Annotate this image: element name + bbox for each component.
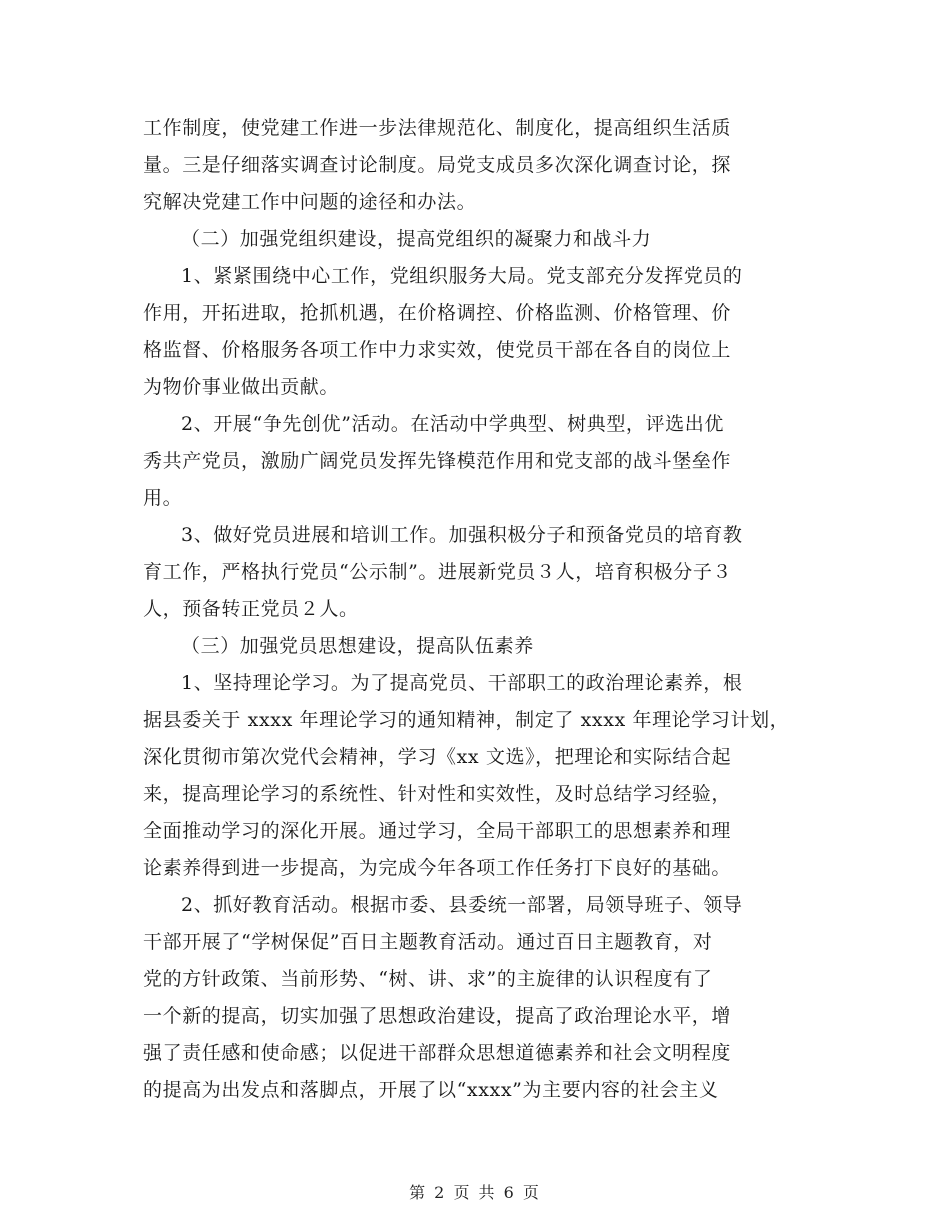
- text-line: 工作制度，使党建工作进一步法律规范化、制度化，提高组织生活质: [143, 117, 732, 139]
- text-line: 究解决党建工作中问题的途径和办法。: [143, 191, 477, 213]
- text-line: 来，提高理论学习的系统性、针对性和实效性，及时总结学习经验，: [143, 783, 732, 805]
- text-line: 作用，开拓进取，抢抓机遇，在价格调控、价格监测、价格管理、价: [143, 302, 732, 324]
- text-line: 论素养得到进一步提高，为完成今年各项工作任务打下良好的基础。: [143, 857, 732, 879]
- page-footer: 第 2 页 共 6 页: [409, 1183, 541, 1202]
- text-line: 党的方针政策、当前形势、“树、讲、求”的主旋律的认识程度有了: [143, 968, 713, 990]
- text-line: 的提高为出发点和落脚点，开展了以“xxxx”为主要内容的社会主义: [143, 1079, 719, 1101]
- text-line: 人，预备转正党员２人。: [143, 598, 359, 620]
- text-line: 用。: [143, 487, 183, 509]
- text-line: 干部开展了“学树保促”百日主题教育活动。通过百日主题教育，对: [143, 931, 713, 953]
- text-line: （二）加强党组织建设，提高党组织的凝聚力和战斗力: [181, 228, 652, 250]
- text-line: 一个新的提高，切实加强了思想政治建设，提高了政治理论水平，增: [143, 1005, 732, 1027]
- text-line: 为物价事业做出贡献。: [143, 376, 340, 398]
- text-line: 育工作，严格执行党员“公示制”。进展新党员３人，培育积极分子３: [143, 561, 733, 583]
- text-line: 1、紧紧围绕中心工作，党组织服务大局。党支部充分发挥党员的: [181, 265, 743, 287]
- text-line: 格监督、价格服务各项工作中力求实效，使党员干部在各自的岗位上: [143, 339, 732, 361]
- text-line: 3、做好党员进展和培训工作。加强积极分子和预备党员的培育教: [181, 524, 743, 546]
- text-line: 强了责任感和使命感；以促进干部群众思想道德素养和社会文明程度: [143, 1042, 732, 1064]
- text-line: 全面推动学习的深化开展。通过学习，全局干部职工的思想素养和理: [143, 820, 732, 842]
- document-body: [143, 110, 813, 1109]
- text-line: 深化贯彻市第次党代会精神，学习《xx 文选》，把理论和实际结合起: [143, 746, 732, 768]
- text-line: 量。三是仔细落实调查讨论制度。局党支成员多次深化调查讨论，探: [143, 154, 732, 176]
- text-line: 2、开展“争先创优”活动。在活动中学典型、树典型，评选出优: [181, 413, 724, 435]
- text-line: 2、抓好教育活动。根据市委、县委统一部署，局领导班子、领导: [181, 894, 743, 916]
- text-line: 据县委关于 xxxx 年理论学习的通知精神，制定了 xxxx 年理论学习计划，: [143, 709, 790, 731]
- text-line: 1、坚持理论学习。为了提高党员、干部职工的政治理论素养，根: [181, 672, 743, 694]
- text-line: （三）加强党员思想建设，提高队伍素养: [181, 635, 534, 657]
- text-line: 秀共产党员，激励广阔党员发挥先锋模范作用和党支部的战斗堡垒作: [143, 450, 732, 472]
